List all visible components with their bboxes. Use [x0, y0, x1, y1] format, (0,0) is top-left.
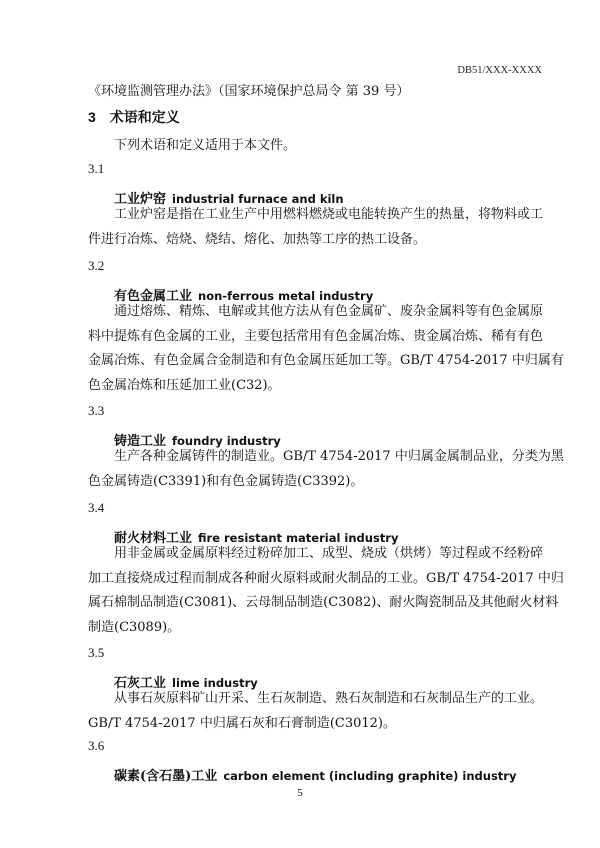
term-chinese: 有色金属工业: [114, 289, 193, 304]
definition-line: 色金属冶炼和压延加工业(C32)。: [88, 377, 281, 393]
term-english: foundry industry: [172, 434, 281, 448]
definition-line: 色金属铸造(C3391)和有色金属铸造(C3392)。: [88, 473, 364, 489]
clause-number: 3.5: [88, 645, 105, 660]
term-definition: [88, 542, 564, 640]
term-english: industrial furnace and kiln: [172, 192, 344, 206]
term-heading: [114, 765, 516, 784]
term-definition: [88, 687, 544, 736]
clause-number: 3.1: [88, 161, 105, 176]
section-title: 术语和定义: [109, 110, 180, 126]
definition-line: 生产各种金属铸件的制造业。GB/T 4754-2017 中归属金属制品业，分类为黑: [114, 449, 564, 464]
term-chinese: 碳素(含石墨)工业: [114, 769, 218, 784]
definition-line: 金属冶炼、有色金属合金制造和有色金属压延加工等。GB/T 4754-2017 中归属有: [88, 353, 564, 368]
definition-line: GB/T 4754-2017 中归属石灰和石膏制造(C3012)。: [88, 715, 396, 731]
term-english: carbon element (including graphite) industry: [223, 769, 517, 783]
standard-code: DB51/XXX-XXXX: [457, 65, 542, 76]
section-number: 3: [88, 109, 96, 125]
section-intro: 下列术语和定义适用于本文件。: [114, 138, 297, 153]
definition-line: 用非金属或金属原料经过粉碎加工、成型、烧成（烘烤）等过程或不经粉碎: [114, 546, 544, 561]
term-chinese: 耐火材料工业: [114, 531, 193, 546]
term-definition: [88, 203, 544, 252]
definition-line: 加工直接烧成过程而制成各种耐火原料或耐火制品的工业。GB/T 4754-2017 中归: [88, 570, 564, 586]
term-chinese: 石灰工业: [114, 676, 167, 691]
term-chinese: 铸造工业: [114, 434, 167, 449]
term-english: fire resistant material industry: [198, 531, 399, 545]
definition-line: 工业炉窑是指在工业生产中用燃料燃烧或电能转换产生的热量，将物料或工: [114, 207, 544, 222]
clause-number: 3.4: [88, 500, 105, 515]
clause-number: 3.6: [88, 738, 105, 753]
definition-line: 属石棉制品制造(C3081)、云母制品制造(C3082)、耐火陶瓷制品及其他耐火材料: [88, 595, 559, 610]
definition-line: 通过熔炼、精炼、电解或其他方法从有色金属矿、废杂金属料等有色金属原: [114, 304, 544, 319]
term-definition: [88, 445, 564, 494]
term-definition: [88, 300, 564, 398]
term-english: non-ferrous metal industry: [198, 289, 374, 303]
clause-number: 3.3: [88, 403, 105, 418]
definition-line: 料中提炼有色金属的工业，主要包括常用有色金属冶炼、贵金属冶炼、稀有有色: [88, 328, 544, 344]
reference-line: 《环境监测管理办法》（国家环境保护总局令 第 39 号）: [88, 84, 410, 99]
page-number: 5: [297, 787, 303, 799]
clause-number: 3.2: [88, 258, 105, 273]
definition-line: 件进行冶炼、焙烧、烧结、熔化、加热等工序的热工设备。: [88, 231, 427, 247]
definition-line: 从事石灰原料矿山开采、生石灰制造、熟石灰制造和石灰制品生产的工业。: [114, 691, 544, 706]
term-chinese: 工业炉窑: [114, 192, 167, 207]
section-heading: [88, 107, 180, 127]
definition-line: 制造(C3089)。: [88, 619, 181, 635]
term-english: lime industry: [172, 676, 258, 690]
